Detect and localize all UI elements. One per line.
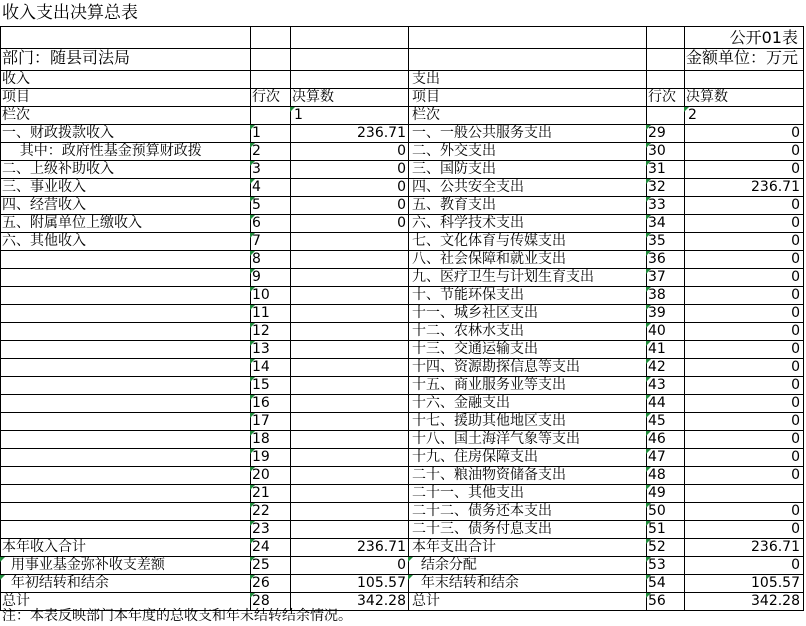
cell-marker-icon xyxy=(646,575,651,580)
cell-marker-icon xyxy=(250,539,255,544)
cell-marker-icon xyxy=(684,107,689,112)
income-row-name: 一、财政拨款收入 xyxy=(2,125,114,141)
income-row-name xyxy=(2,268,248,286)
expense-row-line: 48 xyxy=(648,467,666,483)
cell-marker-icon xyxy=(250,521,255,526)
cell-marker-icon xyxy=(250,449,255,454)
cell-marker-icon xyxy=(646,251,651,256)
cell-marker-icon xyxy=(646,593,651,598)
expense-row-amount: 0 xyxy=(791,197,800,213)
grid-vline xyxy=(684,26,685,611)
income-line-header: 行次 xyxy=(252,89,280,105)
income-row-name: 年初结转和结余 xyxy=(2,575,109,591)
income-row-name xyxy=(2,376,248,394)
income-row-amount xyxy=(292,376,408,394)
income-row-line: 12 xyxy=(252,323,270,339)
cell-marker-icon xyxy=(250,305,255,310)
income-row-name xyxy=(2,412,248,430)
expense-row-name: 四、公共安全支出 xyxy=(412,179,524,195)
expense-row-name: 七、文化体育与传媒支出 xyxy=(412,233,566,249)
expense-row-name: 总计 xyxy=(412,593,440,609)
income-row-name xyxy=(2,448,248,466)
expense-row-name: 十三、交通运输支出 xyxy=(412,341,538,357)
expense-row-amount: 0 xyxy=(791,305,800,321)
income-row-amount: 342.28 xyxy=(357,593,406,609)
expense-row-line: 30 xyxy=(648,143,666,159)
expense-line-header: 行次 xyxy=(648,89,676,105)
income-item-header: 项目 xyxy=(2,89,30,105)
income-row-name: 六、其他收入 xyxy=(2,233,86,249)
income-row-line: 2 xyxy=(252,143,261,159)
income-row-name xyxy=(2,286,248,304)
income-row-line: 6 xyxy=(252,215,261,231)
income-row-amount xyxy=(292,430,408,448)
income-row-line: 1 xyxy=(252,125,261,141)
cell-marker-icon xyxy=(646,215,651,220)
cell-marker-icon xyxy=(646,341,651,346)
income-row-amount xyxy=(292,394,408,412)
income-row-name xyxy=(2,322,248,340)
cell-marker-icon xyxy=(646,323,651,328)
expense-row-line: 45 xyxy=(648,413,666,429)
expense-row-line: 44 xyxy=(648,395,666,411)
expense-row-amount: 0 xyxy=(791,215,800,231)
cell-marker-icon xyxy=(646,539,651,544)
income-row-line: 19 xyxy=(252,449,270,465)
expense-row-line: 31 xyxy=(648,161,666,177)
cell-marker-icon xyxy=(646,449,651,454)
income-row-amount: 0 xyxy=(397,179,406,195)
income-row-name xyxy=(2,430,248,448)
income-row-line: 11 xyxy=(252,305,270,321)
income-row-line: 21 xyxy=(252,485,270,501)
expense-row-line: 46 xyxy=(648,431,666,447)
cell-marker-icon xyxy=(250,395,255,400)
income-row-line: 22 xyxy=(252,503,270,519)
expense-row-amount: 105.57 xyxy=(751,575,800,591)
expense-row-name: 十七、援助其他地区支出 xyxy=(412,413,566,429)
expense-row-line: 36 xyxy=(648,251,666,267)
expense-row-name: 十二、农林水支出 xyxy=(412,323,524,339)
cell-marker-icon xyxy=(0,575,5,580)
expense-row-name: 十六、金融支出 xyxy=(412,395,510,411)
cell-marker-icon xyxy=(250,431,255,436)
income-row-name: 三、事业收入 xyxy=(2,179,86,195)
cell-marker-icon xyxy=(646,377,651,382)
cell-marker-icon xyxy=(250,197,255,202)
income-row-amount xyxy=(292,304,408,322)
expense-row-line: 37 xyxy=(648,269,666,285)
expense-row-name: 年末结转和结余 xyxy=(412,575,519,591)
income-row-line: 24 xyxy=(252,539,270,555)
expense-row-name: 九、医疗卫生与计划生育支出 xyxy=(412,269,594,285)
grid-vline xyxy=(290,26,291,611)
expense-row-name: 一、一般公共服务支出 xyxy=(412,125,552,141)
expense-row-name: 十一、城乡社区支出 xyxy=(412,305,538,321)
cell-marker-icon xyxy=(408,557,413,562)
cell-marker-icon xyxy=(250,323,255,328)
form-code: 公开01表 xyxy=(729,28,798,47)
expense-row-line: 42 xyxy=(648,359,666,375)
income-row-line: 26 xyxy=(252,575,270,591)
income-row-amount: 0 xyxy=(397,143,406,159)
expense-row-amount: 0 xyxy=(791,503,800,519)
income-row-line: 18 xyxy=(252,431,270,447)
income-row-amount: 0 xyxy=(397,161,406,177)
expense-row-line: 52 xyxy=(648,539,666,555)
income-row-line: 14 xyxy=(252,359,270,375)
cell-marker-icon xyxy=(646,197,651,202)
cell-marker-icon xyxy=(646,467,651,472)
expense-row-amount xyxy=(686,484,802,502)
income-row-amount: 0 xyxy=(397,197,406,213)
cell-marker-icon xyxy=(646,557,651,562)
expense-row-name: 二十、粮油物资储备支出 xyxy=(412,467,566,483)
expense-row-amount: 0 xyxy=(791,359,800,375)
cell-marker-icon xyxy=(250,251,255,256)
expense-row-name: 十四、资源勘探信息等支出 xyxy=(412,359,580,375)
income-row-name: 本年收入合计 xyxy=(2,539,86,555)
cell-marker-icon xyxy=(646,413,651,418)
expense-row-amount: 0 xyxy=(791,467,800,483)
expense-seq-label: 栏次 xyxy=(412,107,440,123)
cell-marker-icon xyxy=(290,107,295,112)
income-header: 收入 xyxy=(2,71,30,87)
income-row-amount xyxy=(292,268,408,286)
cell-marker-icon xyxy=(250,359,255,364)
expense-row-name: 结余分配 xyxy=(412,557,477,573)
expense-row-amount: 0 xyxy=(791,449,800,465)
expense-row-amount: 0 xyxy=(791,143,800,159)
cell-marker-icon xyxy=(0,557,5,562)
income-row-amount xyxy=(292,520,408,538)
income-row-amount xyxy=(292,448,408,466)
expense-row-name: 二十一、其他支出 xyxy=(412,485,524,501)
income-row-line: 15 xyxy=(252,377,270,393)
cell-marker-icon xyxy=(250,233,255,238)
cell-marker-icon xyxy=(250,143,255,148)
grid-vline xyxy=(408,26,409,611)
expense-row-amount: 236.71 xyxy=(751,539,800,555)
expense-row-line: 49 xyxy=(648,485,666,501)
expense-row-line: 39 xyxy=(648,305,666,321)
expense-row-name: 十、节能环保支出 xyxy=(412,287,524,303)
income-row-name xyxy=(2,394,248,412)
income-amount-header: 决算数 xyxy=(292,89,334,105)
cell-marker-icon xyxy=(646,431,651,436)
cell-marker-icon xyxy=(250,179,255,184)
cell-marker-icon xyxy=(646,395,651,400)
expense-row-amount: 0 xyxy=(791,521,800,537)
income-row-amount xyxy=(292,232,408,250)
income-row-name: 四、经营收入 xyxy=(2,197,86,213)
table-note: 注：本表反映部门本年度的总收支和年末结转结余情况。 xyxy=(2,608,352,624)
income-row-line: 28 xyxy=(252,593,270,609)
expense-row-line: 34 xyxy=(648,215,666,231)
expense-row-line: 32 xyxy=(648,179,666,195)
income-row-amount: 0 xyxy=(397,557,406,573)
income-row-name xyxy=(2,466,248,484)
income-row-name: 用事业基金弥补收支差额 xyxy=(2,557,165,573)
income-row-line: 13 xyxy=(252,341,270,357)
expense-row-name: 十九、住房保障支出 xyxy=(412,449,538,465)
cell-marker-icon xyxy=(250,215,255,220)
cell-marker-icon xyxy=(646,161,651,166)
expense-row-name: 二、外交支出 xyxy=(412,143,496,159)
income-row-name xyxy=(2,250,248,268)
department-label: 部门：随县司法局 xyxy=(2,48,131,67)
cell-marker-icon xyxy=(250,593,255,598)
income-row-amount: 236.71 xyxy=(357,125,406,141)
cell-marker-icon xyxy=(250,575,255,580)
expense-row-name: 五、教育支出 xyxy=(412,197,496,213)
expense-row-line: 35 xyxy=(648,233,666,249)
cell-marker-icon xyxy=(250,503,255,508)
income-row-amount xyxy=(292,466,408,484)
expense-row-amount: 236.71 xyxy=(751,179,800,195)
income-row-amount xyxy=(292,286,408,304)
income-row-amount: 0 xyxy=(397,215,406,231)
cell-marker-icon xyxy=(250,377,255,382)
cell-marker-icon xyxy=(250,161,255,166)
cell-marker-icon xyxy=(250,557,255,562)
expense-header: 支出 xyxy=(412,71,440,87)
expense-row-amount: 0 xyxy=(791,161,800,177)
expense-row-line: 47 xyxy=(648,449,666,465)
income-row-amount xyxy=(292,322,408,340)
cell-marker-icon xyxy=(250,467,255,472)
cell-marker-icon xyxy=(250,287,255,292)
income-row-amount: 105.57 xyxy=(357,575,406,591)
expense-row-amount: 0 xyxy=(791,557,800,573)
expense-row-line: 40 xyxy=(648,323,666,339)
expense-row-amount: 342.28 xyxy=(751,593,800,609)
expense-row-name: 本年支出合计 xyxy=(412,539,496,555)
expense-row-name: 二十二、债务还本支出 xyxy=(412,503,552,519)
expense-row-amount: 0 xyxy=(791,287,800,303)
expense-row-amount: 0 xyxy=(791,413,800,429)
cell-marker-icon xyxy=(250,341,255,346)
income-row-line: 4 xyxy=(252,179,261,195)
expense-row-amount: 0 xyxy=(791,125,800,141)
cell-marker-icon xyxy=(250,125,255,130)
unit-label: 金额单位：万元 xyxy=(685,48,798,67)
expense-row-name: 八、社会保障和就业支出 xyxy=(412,251,566,267)
expense-row-name: 十八、国土海洋气象等支出 xyxy=(412,431,580,447)
cell-marker-icon xyxy=(646,143,651,148)
income-row-line: 10 xyxy=(252,287,270,303)
expense-row-name: 二十三、债务付息支出 xyxy=(412,521,552,537)
income-row-amount xyxy=(292,250,408,268)
expense-row-line: 54 xyxy=(648,575,666,591)
expense-row-line: 53 xyxy=(648,557,666,573)
expense-row-name: 六、科学技术支出 xyxy=(412,215,524,231)
expense-item-header: 项目 xyxy=(412,89,440,105)
income-seq-number: 1 xyxy=(294,107,303,123)
income-row-line: 9 xyxy=(252,269,261,285)
income-row-name xyxy=(2,520,248,538)
income-row-line: 7 xyxy=(252,233,261,249)
income-row-line: 5 xyxy=(252,197,261,213)
income-row-name: 总计 xyxy=(2,593,30,609)
cell-marker-icon xyxy=(408,575,413,580)
expense-row-line: 29 xyxy=(648,125,666,141)
income-row-amount xyxy=(292,484,408,502)
income-row-name xyxy=(2,358,248,376)
expense-row-amount: 0 xyxy=(791,323,800,339)
cell-marker-icon xyxy=(646,503,651,508)
expense-row-line: 38 xyxy=(648,287,666,303)
cell-marker-icon xyxy=(646,485,651,490)
income-row-name xyxy=(2,502,248,520)
income-row-name xyxy=(2,304,248,322)
expense-row-line: 50 xyxy=(648,503,666,519)
sheet-title: 收入支出决算总表 xyxy=(2,3,138,23)
cell-marker-icon xyxy=(250,413,255,418)
grid-vline xyxy=(803,26,804,611)
cell-marker-icon xyxy=(646,305,651,310)
expense-row-amount: 0 xyxy=(791,341,800,357)
expense-row-name: 十五、商业服务业等支出 xyxy=(412,377,566,393)
income-row-name: 其中：政府性基金预算财政拨 xyxy=(2,143,202,159)
grid-vline xyxy=(0,26,1,611)
income-row-name xyxy=(2,484,248,502)
cell-marker-icon xyxy=(646,287,651,292)
cell-marker-icon xyxy=(646,179,651,184)
grid-hline xyxy=(0,26,803,27)
income-row-line: 23 xyxy=(252,521,270,537)
income-row-line: 20 xyxy=(252,467,270,483)
cell-marker-icon xyxy=(250,269,255,274)
cell-marker-icon xyxy=(250,485,255,490)
income-row-name xyxy=(2,340,248,358)
income-row-line: 16 xyxy=(252,395,270,411)
expense-row-line: 33 xyxy=(648,197,666,213)
income-row-name: 二、上级补助收入 xyxy=(2,161,114,177)
expense-row-line: 51 xyxy=(648,521,666,537)
income-row-amount xyxy=(292,358,408,376)
cell-marker-icon xyxy=(646,125,651,130)
income-row-name: 五、附属单位上缴收入 xyxy=(2,215,142,231)
expense-row-amount: 0 xyxy=(791,269,800,285)
income-seq-label: 栏次 xyxy=(2,107,30,123)
cell-marker-icon xyxy=(646,233,651,238)
expense-amount-header: 决算数 xyxy=(686,89,728,105)
income-row-amount: 236.71 xyxy=(357,539,406,555)
income-row-line: 3 xyxy=(252,161,261,177)
expense-row-amount: 0 xyxy=(791,431,800,447)
expense-seq-number: 2 xyxy=(688,107,697,123)
expense-row-line: 56 xyxy=(648,593,666,609)
income-row-line: 25 xyxy=(252,557,270,573)
expense-row-amount: 0 xyxy=(791,395,800,411)
expense-row-line: 41 xyxy=(648,341,666,357)
income-row-amount xyxy=(292,412,408,430)
expense-row-line: 43 xyxy=(648,377,666,393)
income-row-line: 17 xyxy=(252,413,270,429)
cell-marker-icon xyxy=(646,359,651,364)
cell-marker-icon xyxy=(646,521,651,526)
income-row-line: 8 xyxy=(252,251,261,267)
income-row-amount xyxy=(292,502,408,520)
expense-row-amount: 0 xyxy=(791,377,800,393)
expense-row-amount: 0 xyxy=(791,233,800,249)
expense-row-amount: 0 xyxy=(791,251,800,267)
expense-row-name: 三、国防支出 xyxy=(412,161,496,177)
income-row-amount xyxy=(292,340,408,358)
cell-marker-icon xyxy=(646,269,651,274)
